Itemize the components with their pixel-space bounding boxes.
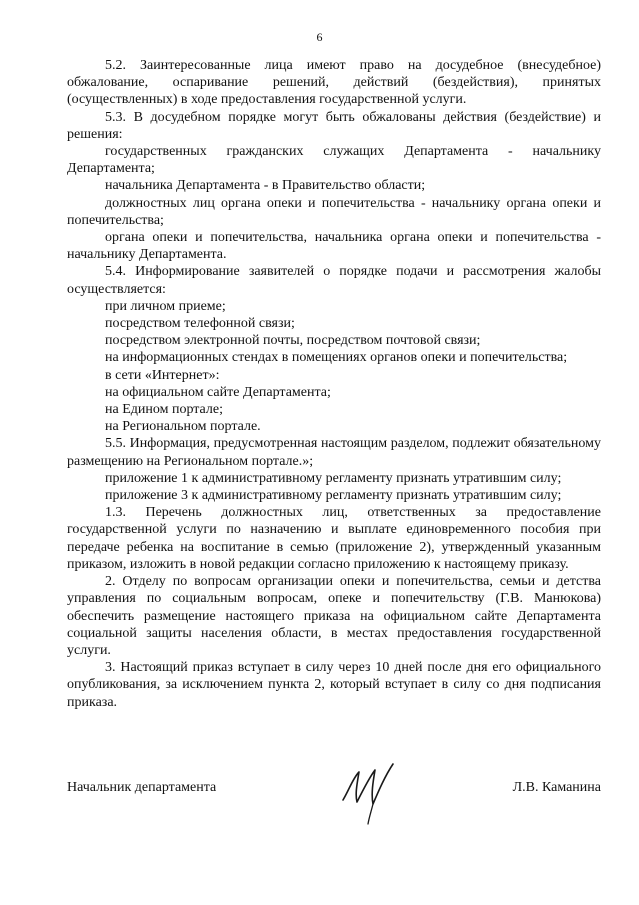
paragraph: 5.4. Информирование заявителей о порядке подачи и рассмотрения жалобы осуществляется: — [67, 264, 601, 297]
signatory-position: Начальник департамента — [67, 780, 217, 795]
list-item: в сети «Интернет»: — [105, 367, 220, 383]
list-item: органа опеки и попечительства, начальника органа опеки и попечительства - начальнику Департамента. — [67, 230, 601, 263]
page-number: 6 — [316, 30, 323, 44]
paragraph: 1.3. Перечень должностных лиц, ответственных за предоставление государственной услуги по назначению и выплате единовременного пособия при передаче ребенка на воспитание в семью (приложение 2), утвержденный указанным приказом, изложить в новой редакции согласно приложению к настоящему приказу. — [67, 505, 601, 572]
list-item: при личном приеме; — [105, 298, 226, 314]
signature-block — [67, 780, 601, 840]
paragraph: 5.3. В досудебном порядке могут быть обжалованы действия (бездействие) и решения: — [67, 109, 601, 142]
list-item: посредством электронной почты, посредством почтовой связи; — [105, 333, 481, 349]
list-item: государственных гражданских служащих Департамента - начальнику Департамента; — [67, 144, 601, 177]
list-item: посредством телефонной связи; — [105, 316, 295, 332]
signatory-name: Л.В. Каманина — [512, 780, 601, 795]
paragraph: 5.2. Заинтересованные лица имеют право на досудебное (внесудебное) обжалование, оспаривание решений, действий (бездействия), принятых (осуществленных) в ходе предоставления государственной услуги. — [67, 58, 601, 108]
list-item: должностных лиц органа опеки и попечительства - начальнику органа опеки и попечительства; — [67, 195, 601, 228]
paragraph: 3. Настоящий приказ вступает в силу через 10 дней после дня его официального опубликования, за исключением пункта 2, который вступает в силу со дня подписания приказа. — [67, 660, 601, 710]
document-body — [67, 57, 601, 711]
list-item: на информационных стендах в помещениях органов опеки и попечительства; — [105, 350, 568, 366]
paragraph: 2. Отделу по вопросам организации опеки и попечительства, семьи и детства управления по социальным вопросам, опеке и попечительству (Г.В. Манюкова) обеспечить размещение настоящего приказа на официальном сайте Департамента социальной защиты населения области, в местах предоставления государственной услуги. — [67, 574, 601, 658]
list-item: на Едином портале; — [105, 402, 223, 418]
list-item: на Региональном портале. — [105, 419, 261, 435]
list-item: приложение 1 к административному регламенту признать утратившим силу; — [105, 470, 562, 486]
list-item: на официальном сайте Департамента; — [105, 384, 331, 400]
handwritten-signature — [335, 760, 405, 826]
paragraph: 5.5. Информация, предусмотренная настоящим разделом, подлежит обязательному размещению на Региональном портале.»; — [67, 436, 601, 469]
list-item: приложение 3 к административному регламенту признать утратившим силу; — [105, 488, 562, 504]
list-item: начальника Департамента - в Правительство области; — [105, 178, 426, 194]
